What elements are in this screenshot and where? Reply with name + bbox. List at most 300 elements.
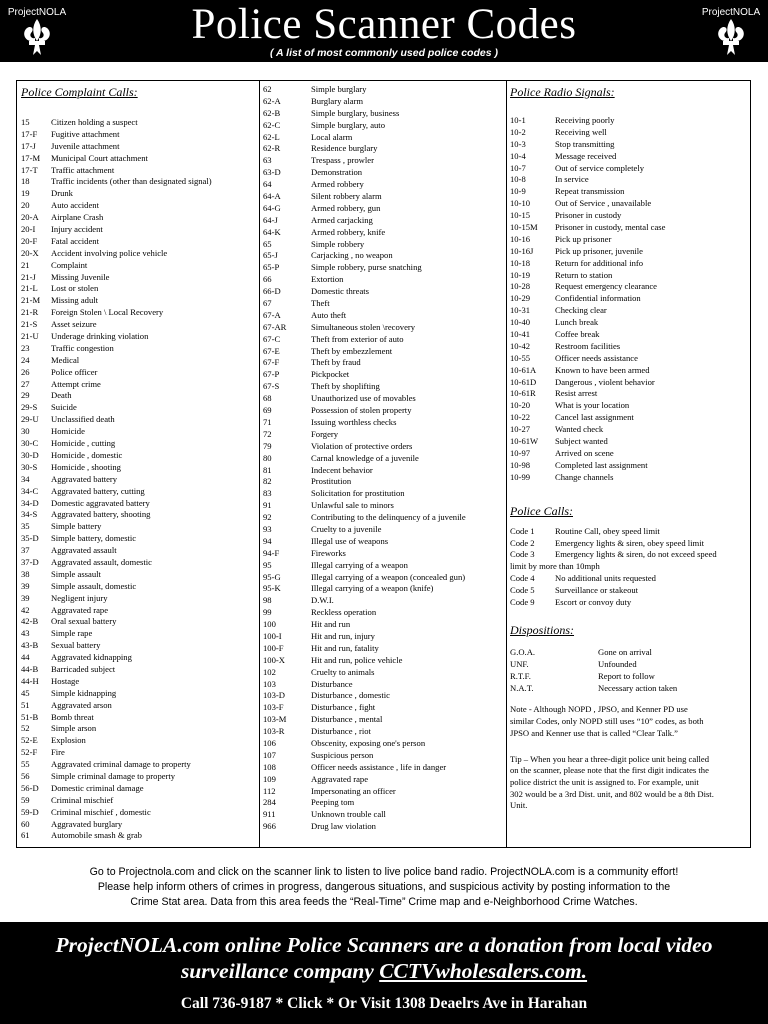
code-row xyxy=(263,797,503,809)
code-row xyxy=(21,390,257,402)
code-description: Extortion xyxy=(311,274,344,285)
code: 10-29 xyxy=(510,293,531,304)
text-line: Note - Although NOPD , JPSO, and Kenner PD use xyxy=(510,704,688,715)
code-row xyxy=(263,108,503,120)
code: 100-F xyxy=(263,642,284,653)
code-row xyxy=(21,593,257,605)
code: 93 xyxy=(263,523,272,534)
code: 100 xyxy=(263,619,276,630)
code: 51-B xyxy=(21,711,39,722)
code: 35-D xyxy=(21,533,39,544)
code-description: Simple burglary xyxy=(311,84,367,94)
code-description: Armed robbery, knife xyxy=(311,226,386,237)
code-row xyxy=(263,453,503,465)
code-row xyxy=(510,293,748,305)
code: 112 xyxy=(263,785,276,796)
code-row xyxy=(21,367,257,379)
code-description: Known to have been armed xyxy=(555,364,650,375)
code: 10-18 xyxy=(510,257,531,268)
code-row xyxy=(21,759,257,771)
code: 71 xyxy=(263,416,272,427)
text-line: 302 would be a 3rd Dist. unit, and 802 would be a 8th Dist. xyxy=(510,788,714,799)
code-description: Message received xyxy=(555,150,617,161)
code: 60 xyxy=(21,818,30,829)
code-row xyxy=(21,129,257,141)
text-line: Crime Stat area. Data from this area feeds the “Real-Time” Crime map and e-Neighborhood Crime Watches. xyxy=(130,896,638,908)
code-row xyxy=(263,667,503,679)
code: 62-L xyxy=(263,131,280,142)
code: 21-M xyxy=(21,295,41,306)
code: 10-28 xyxy=(510,281,531,292)
code: 62-C xyxy=(263,119,281,130)
code: 99 xyxy=(263,607,272,618)
code-description: In service xyxy=(555,174,589,185)
code-row xyxy=(510,472,748,484)
code: 66 xyxy=(263,274,272,285)
code: 39 xyxy=(21,580,30,591)
text-line: Unit. xyxy=(510,800,528,811)
code: 38 xyxy=(21,568,30,579)
code-row xyxy=(21,486,257,498)
code-row xyxy=(510,377,748,389)
code-row xyxy=(263,679,503,691)
code-description: Theft from exterior of auto xyxy=(311,333,404,344)
code-description: Simple assault xyxy=(51,568,101,579)
code-row xyxy=(263,393,503,405)
code-row xyxy=(263,322,503,334)
code: 56 xyxy=(21,770,30,781)
code-row xyxy=(21,283,257,295)
code: 64-J xyxy=(263,214,278,225)
code: Code 3 xyxy=(510,549,535,560)
code-description: Restroom facilities xyxy=(555,340,621,351)
code-row xyxy=(21,569,257,581)
code-row xyxy=(21,260,257,272)
code: 59-D xyxy=(21,806,39,817)
code: 64-G xyxy=(263,202,281,213)
note-paragraph xyxy=(510,704,748,739)
code-description: Automobile smash & grab xyxy=(51,830,142,841)
code: Code 2 xyxy=(510,537,535,548)
code: 10-61W xyxy=(510,436,539,447)
code-row xyxy=(21,509,257,521)
code: 17-M xyxy=(21,152,41,163)
code-description: Completed last assignment xyxy=(555,459,648,470)
code: 284 xyxy=(263,797,276,808)
cctvwholesalers-link[interactable]: CCTVwholesalers.com. xyxy=(379,959,588,983)
code-description: Surveillance or stakeout xyxy=(555,585,639,596)
code-description: Disturbance , fight xyxy=(311,702,376,713)
code-row xyxy=(21,783,257,795)
code-description: Criminal mischief xyxy=(51,794,114,805)
text-line: JPSO and Kenner use that is called “Clear Talk.” xyxy=(510,727,678,738)
code-description: Coffee break xyxy=(555,329,600,340)
code-description: Confidential information xyxy=(555,293,641,304)
code-description: Explosion xyxy=(51,735,86,746)
code-description: Barricaded subject xyxy=(51,663,116,674)
code: 45 xyxy=(21,687,30,698)
code: 21-R xyxy=(21,307,39,318)
code-description: Routine Call, obey speed limit xyxy=(555,525,660,536)
code: 62-R xyxy=(263,143,281,154)
code-description: Hit and run xyxy=(311,619,351,630)
code-row xyxy=(263,750,503,762)
code: 10-1 xyxy=(510,115,526,125)
code-description: Asset seizure xyxy=(51,319,97,330)
code-row xyxy=(21,605,257,617)
sponsor-banner xyxy=(0,922,768,1024)
code-row xyxy=(21,426,257,438)
code-description: Fireworks xyxy=(311,547,346,558)
code: 67 xyxy=(263,298,272,309)
code: 20 xyxy=(21,200,30,211)
dispositions-list xyxy=(510,647,748,695)
code: 106 xyxy=(263,737,276,748)
code-row xyxy=(21,640,257,652)
code-row xyxy=(263,250,503,262)
code: 69 xyxy=(263,405,272,416)
code-row xyxy=(263,84,503,96)
code-row xyxy=(21,379,257,391)
complaint-column-2 xyxy=(259,81,507,847)
code-description: Return to station xyxy=(555,269,613,280)
code: 95 xyxy=(263,559,272,570)
code-row xyxy=(510,174,748,186)
code-row xyxy=(510,365,748,377)
code: 10-9 xyxy=(510,186,526,197)
page-header xyxy=(0,0,768,62)
codes-table xyxy=(16,80,751,848)
code-row xyxy=(21,343,257,355)
code-description: Out of Service , unavailable xyxy=(555,198,652,209)
code: 109 xyxy=(263,773,276,784)
code-description: Necessary action taken xyxy=(598,682,678,693)
code-row xyxy=(510,186,748,198)
code-description: Possession of stolen property xyxy=(311,405,412,416)
code-row xyxy=(263,572,503,584)
code: 26 xyxy=(21,366,30,377)
code-row xyxy=(510,659,748,671)
code-description: Illegal carrying of a weapon xyxy=(311,559,408,570)
code-row xyxy=(263,417,503,429)
code-description: Aggravated battery, shooting xyxy=(51,509,151,520)
code-row xyxy=(21,188,257,200)
code-description: Peeping tom xyxy=(311,797,355,808)
code-row xyxy=(510,400,748,412)
code-row xyxy=(263,143,503,155)
code: 10-8 xyxy=(510,174,526,185)
code-row xyxy=(21,402,257,414)
code-row xyxy=(263,239,503,251)
code-description: Complaint xyxy=(51,259,88,270)
code: 94-F xyxy=(263,547,280,558)
code-row xyxy=(263,631,503,643)
code-description: Accident involving police vehicle xyxy=(51,247,168,258)
code: 42 xyxy=(21,604,30,615)
code: 10-15 xyxy=(510,210,531,221)
code-description: Unlawful sale to minors xyxy=(311,500,394,511)
code-row xyxy=(263,607,503,619)
projectnola-logo[interactable]: ProjectNOLA xyxy=(2,4,72,58)
code-row xyxy=(510,647,748,659)
code-row xyxy=(510,163,748,175)
code-description: Unknown trouble call xyxy=(311,809,386,820)
code: 10-61R xyxy=(510,388,536,399)
code-description: Airplane Crash xyxy=(51,212,104,223)
code: 67-S xyxy=(263,381,280,392)
code-description: Contributing to the delinquency of a juvenile xyxy=(311,512,466,523)
code: 64 xyxy=(263,179,272,190)
code-description: Police officer xyxy=(51,366,98,377)
code: 62-A xyxy=(263,95,281,106)
code-row xyxy=(263,274,503,286)
code: 20-I xyxy=(21,224,36,235)
code-row xyxy=(263,702,503,714)
code: 100-I xyxy=(263,630,282,641)
code-description: Armed robbery xyxy=(311,179,364,190)
code-description: Carjacking , no weapon xyxy=(311,250,393,261)
code-row xyxy=(263,714,503,726)
code: 30-S xyxy=(21,461,38,472)
code-row xyxy=(21,165,257,177)
code-description: Missing adult xyxy=(51,295,99,306)
code-description: Carnal knowledge of a juvenile xyxy=(311,452,419,463)
code-row xyxy=(21,557,257,569)
code: 10-4 xyxy=(510,150,526,161)
code: Code 1 xyxy=(510,525,535,536)
code: 103-F xyxy=(263,702,284,713)
code-description: Attempt crime xyxy=(51,378,101,389)
code: 62 xyxy=(263,84,272,94)
code-description: Subject wanted xyxy=(555,436,608,447)
code: 18 xyxy=(21,176,30,187)
code-description: Lunch break xyxy=(555,317,599,328)
code: 10-61D xyxy=(510,376,537,387)
code-row xyxy=(21,819,257,831)
code: 10-16 xyxy=(510,233,531,244)
code-row xyxy=(263,191,503,203)
code-row xyxy=(263,334,503,346)
code-row xyxy=(21,676,257,688)
code-description: Prostitution xyxy=(311,476,352,487)
code: 10-98 xyxy=(510,459,531,470)
code-description: Violation of protective orders xyxy=(311,440,413,451)
code-description: Traffic attachment xyxy=(51,164,115,175)
code-description: Armed robbery, gun xyxy=(311,202,381,213)
code-row xyxy=(263,96,503,108)
code: 67-F xyxy=(263,357,280,368)
dispositions-title: Dispositions: xyxy=(510,622,575,637)
radio-title: Police Radio Signals: xyxy=(510,85,615,99)
code-row xyxy=(263,821,503,833)
code-description: Simple robbery, purse snatching xyxy=(311,262,422,273)
projectnola-logo-right[interactable]: ProjectNOLA xyxy=(696,4,766,58)
code-row xyxy=(263,298,503,310)
code-row xyxy=(263,441,503,453)
code: 35 xyxy=(21,521,30,532)
code-row xyxy=(263,203,503,215)
code-row xyxy=(263,155,503,167)
code-row xyxy=(263,524,503,536)
code-row xyxy=(510,115,748,127)
complaint-column xyxy=(17,81,260,847)
code-description: Hit and run, police vehicle xyxy=(311,654,403,665)
code-row xyxy=(263,357,503,369)
code: 72 xyxy=(263,428,272,439)
code-row xyxy=(21,712,257,724)
code-description: Medical xyxy=(51,354,80,365)
code: 65-P xyxy=(263,262,280,273)
code: 10-3 xyxy=(510,138,526,149)
code: 63-D xyxy=(263,167,281,178)
code-description: Receiving poorly xyxy=(555,115,615,125)
code-description: Domestic threats xyxy=(311,286,369,297)
code: 966 xyxy=(263,821,276,832)
code-row xyxy=(510,198,748,210)
code-row xyxy=(263,227,503,239)
code: 17-F xyxy=(21,128,38,139)
code-description: D.W.I. xyxy=(311,595,334,606)
code-row xyxy=(21,830,257,842)
code: 52-E xyxy=(21,735,38,746)
code-row xyxy=(263,381,503,393)
code: UNF. xyxy=(510,658,529,669)
code-row xyxy=(21,236,257,248)
page-subtitle: ( A list of most commonly used police codes ) xyxy=(270,47,498,59)
code: 21-U xyxy=(21,331,39,342)
code-description: Fatal accident xyxy=(51,235,99,246)
code-description: Juvenile attachment xyxy=(51,140,120,151)
code: 42-B xyxy=(21,616,39,627)
code-row xyxy=(510,448,748,460)
code-description: Receiving well xyxy=(555,126,607,137)
code-row xyxy=(510,460,748,472)
code-row xyxy=(510,388,748,400)
code-row xyxy=(263,167,503,179)
footer-text xyxy=(30,865,738,910)
code-row xyxy=(510,538,748,550)
code-row xyxy=(21,795,257,807)
code-description: Fugitive attachment xyxy=(51,128,120,139)
code-description: Pick up prisoner, juvenile xyxy=(555,245,643,256)
code: 10-55 xyxy=(510,352,531,363)
code-description: Aggravated battery, cutting xyxy=(51,485,145,496)
code-description: Emergency lights & siren, obey speed limit xyxy=(555,537,705,548)
code-row xyxy=(21,319,257,331)
code-description: Silent robbery alarm xyxy=(311,191,382,202)
code-row xyxy=(21,807,257,819)
code-description: Auto accident xyxy=(51,200,99,211)
code: 10-41 xyxy=(510,329,531,340)
code-description: Aggravated criminal damage to property xyxy=(51,759,191,770)
code-description: Hit and run, injury xyxy=(311,630,375,641)
code: 64-K xyxy=(263,226,281,237)
code: 103-M xyxy=(263,714,287,725)
code-row xyxy=(21,700,257,712)
code-row xyxy=(263,548,503,560)
code: 94 xyxy=(263,535,272,546)
code: 67-E xyxy=(263,345,280,356)
code-row xyxy=(21,735,257,747)
code: 59 xyxy=(21,794,30,805)
code: 44-B xyxy=(21,663,39,674)
code-description: Prisoner in custody, mental case xyxy=(555,222,666,233)
code-description: Suspicious person xyxy=(311,749,374,760)
code: 66-D xyxy=(263,286,281,297)
code-description: Simple assault, domestic xyxy=(51,580,137,591)
tip-paragraph xyxy=(510,754,748,813)
code-description: Gone on arrival xyxy=(598,646,652,657)
code: 43-B xyxy=(21,640,39,651)
code-description: Aggravated rape xyxy=(311,773,369,784)
code-description: Escort or convoy duty xyxy=(555,596,632,607)
code-row xyxy=(21,117,257,129)
code: 34 xyxy=(21,473,30,484)
code-description: Simple burglary, auto xyxy=(311,119,385,130)
code-description: Dangerous , violent behavior xyxy=(555,376,655,387)
code-description: Simple rape xyxy=(51,628,93,639)
code-description: Solicitation for prostitution xyxy=(311,488,405,499)
code-row xyxy=(510,549,748,561)
code-row xyxy=(510,270,748,282)
code: 30 xyxy=(21,426,30,437)
code: 911 xyxy=(263,809,276,820)
code: 37-D xyxy=(21,556,39,567)
code-description: Issuing worthless checks xyxy=(311,416,397,427)
code-row xyxy=(21,545,257,557)
code-description: Armed carjacking xyxy=(311,214,373,225)
code-description: Local alarm xyxy=(311,131,353,142)
code: 63 xyxy=(263,155,272,166)
code: 10-40 xyxy=(510,317,531,328)
code-row xyxy=(263,120,503,132)
code: 44-H xyxy=(21,675,39,686)
code-row xyxy=(510,258,748,270)
code-row xyxy=(510,151,748,163)
code: 34-S xyxy=(21,509,38,520)
page-title: Police Scanner Codes xyxy=(191,1,577,48)
code-row xyxy=(263,500,503,512)
code-row xyxy=(510,597,748,609)
code: 61 xyxy=(21,830,30,841)
code-description: Checking clear xyxy=(555,305,607,316)
code: 10-61A xyxy=(510,364,537,375)
code: 81 xyxy=(263,464,272,475)
code-description: Auto theft xyxy=(311,309,347,320)
code-row xyxy=(21,212,257,224)
code: 17-J xyxy=(21,140,36,151)
code-description: Death xyxy=(51,390,72,401)
code: 10-16J xyxy=(510,245,534,256)
code: 43 xyxy=(21,628,30,639)
code-description: Burglary alarm xyxy=(311,95,364,106)
code-description: Drunk xyxy=(51,188,73,199)
code-description: Citizen holding a suspect xyxy=(51,117,138,127)
code-description: Illegal carrying of a weapon (knife) xyxy=(311,583,434,594)
code: 27 xyxy=(21,378,30,389)
code-row xyxy=(263,738,503,750)
code-row xyxy=(21,355,257,367)
code-row xyxy=(510,222,748,234)
code: 67-C xyxy=(263,333,281,344)
code-description: Reckless operation xyxy=(311,607,377,618)
code: 10-19 xyxy=(510,269,531,280)
code: 19 xyxy=(21,188,30,199)
code-row xyxy=(21,521,257,533)
code-row xyxy=(21,141,257,153)
code-description: Homicide xyxy=(51,426,85,437)
code: 51 xyxy=(21,699,30,710)
